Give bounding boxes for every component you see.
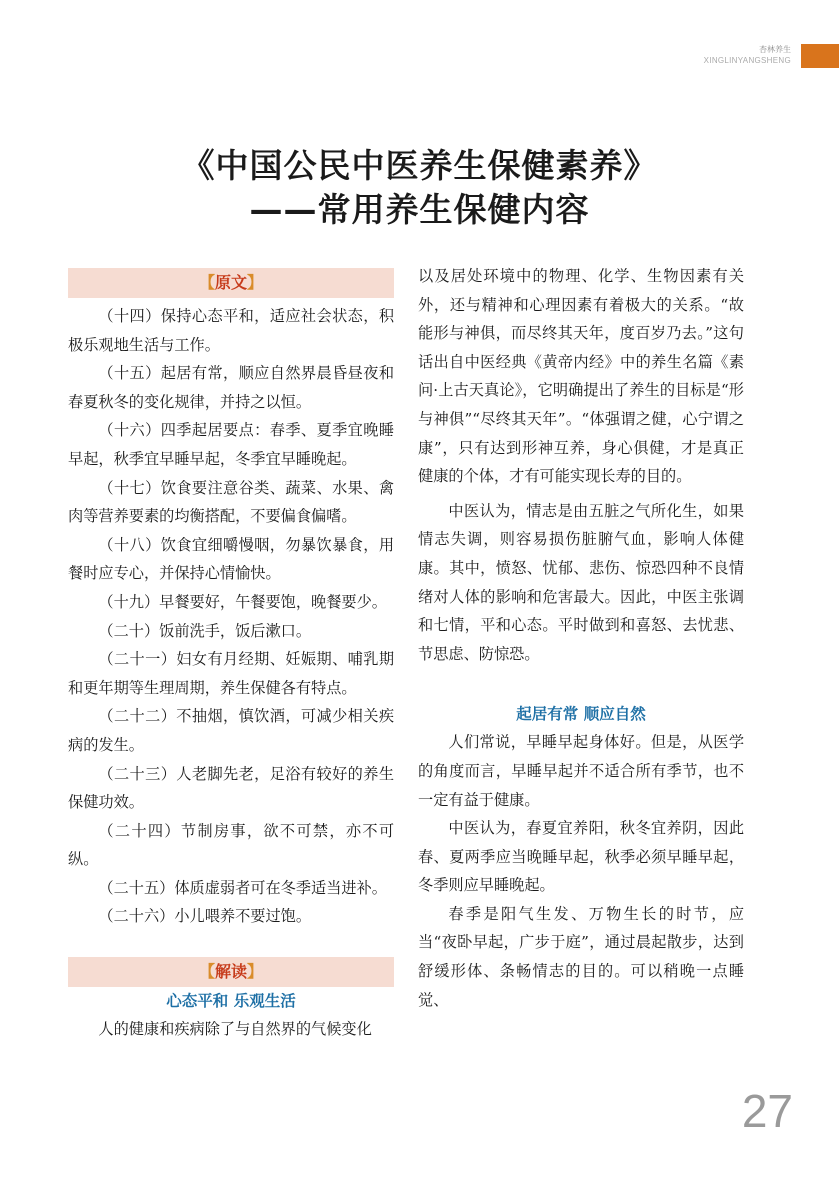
article-subtitle: ——常用养生保健内容	[249, 190, 590, 229]
bracket-close: 】	[247, 962, 264, 982]
page-number: 27	[741, 1085, 793, 1137]
paragraph: 中医认为，情志是由五脏之气所化生，如果情志失调，则容易损伤脏腑气血，影响人体健康。其中，愤怒、忧郁、悲伤、惊恐四种不良情绪对人体的影响和危害最大。因此，中医主张调和七情，平和心态。平时做到和喜怒、去忧悲、节思虑、防惊恐。	[418, 501, 744, 663]
paragraph: 中医认为，春夏宜养阳，秋冬宜养阴，因此春、夏两季应当晚睡早起，秋季必须早睡早起，冬季则应早睡晚起。	[418, 819, 744, 895]
running-header-en: XINGLINYANGSHENG	[703, 56, 791, 65]
section-header-jiedu	[68, 957, 394, 987]
clause-17: （十七）饮食要注意谷类、蔬菜、水果、禽肉等营养要素的均衡搭配，不要偏食偏嗜。	[68, 478, 394, 526]
clause-18: （十八）饮食宜细嚼慢咽，勿暴饮暴食，用餐时应专心，并保持心情愉快。	[68, 535, 394, 583]
paragraph: 春季是阳气生发、万物生长的时节，应当“夜卧早起，广步于庭”，通过晨起散步，达到舒缓形体、条畅情志的目的。可以稍晚一点睡觉、	[418, 904, 744, 1009]
subheading-routine: 起居有常 顺应自然	[516, 705, 646, 724]
clause-25: （二十五）体质虚弱者可在冬季适当进补。	[98, 878, 387, 897]
clause-16: （十六）四季起居要点：春季、夏季宜晚睡早起，秋季宜早睡早起，冬季宜早睡晚起。	[68, 421, 394, 468]
bracket-open: 【	[198, 273, 215, 292]
clause-19: （十九）早餐要好，午餐要饱，晚餐要少。	[98, 592, 387, 611]
clause-21: （二十一）妇女有月经期、妊娠期、哺乳期和更年期等生理周期，养生保健各有特点。	[68, 650, 394, 697]
right-column	[418, 268, 744, 1014]
bracket-close: 】	[247, 273, 264, 292]
clause-20: （二十）饭前洗手，饭后漱口。	[98, 621, 312, 640]
clause-14: （十四）保持心态平和，适应社会状态，积极乐观地生活与工作。	[68, 307, 394, 354]
clause-15: （十五）起居有常，顺应自然界晨昏昼夜和春夏秋冬的变化规律，并持之以恒。	[68, 364, 394, 411]
section-label: 原文	[214, 273, 247, 292]
subheading-mindset: 心态平和 乐观生活	[166, 992, 296, 1011]
article-title: 《中国公民中医养生保健素养》	[181, 146, 658, 185]
bracket-open: 【	[198, 962, 215, 982]
clause-22: （二十二）不抽烟，慎饮酒，可减少相关疾病的发生。	[68, 707, 394, 754]
paragraph: 人们常说，早睡早起身体好。但是，从医学的角度而言，早睡早起并不适合所有季节，也不一定有益于健康。	[418, 733, 744, 809]
section-label: 解读	[214, 962, 247, 982]
paragraph: 以及居处环境中的物理、化学、生物因素有关外，还与精神和心理因素有着极大的关系。“故能形与神俱，而尽终其天年，度百岁乃去。”这句话出自中医经典《黄帝内经》中的养生名篇《素问·上古天真论》，它明确提出了养生的目标是“形与神俱”“尽终其天年”。“体强谓之健，心宁谓之康”，只有达到形神互养，身心俱健，才是真正健康的个体，才有可能实现长寿的目的。	[418, 267, 744, 486]
paragraph: 人的健康和疾病除了与自然界的气候变化	[98, 1020, 372, 1039]
header-accent-bar	[801, 44, 839, 68]
clause-23: （二十三）人老脚先老，足浴有较好的养生保健功效。	[68, 764, 394, 812]
clause-26: （二十六）小儿喂养不要过饱。	[98, 907, 312, 926]
left-column	[68, 268, 394, 1044]
running-header-cn: 杏林养生	[759, 45, 791, 54]
section-header-yuanwen	[68, 268, 394, 298]
clause-24: （二十四）节制房事，欲不可禁，亦不可纵。	[68, 821, 394, 869]
